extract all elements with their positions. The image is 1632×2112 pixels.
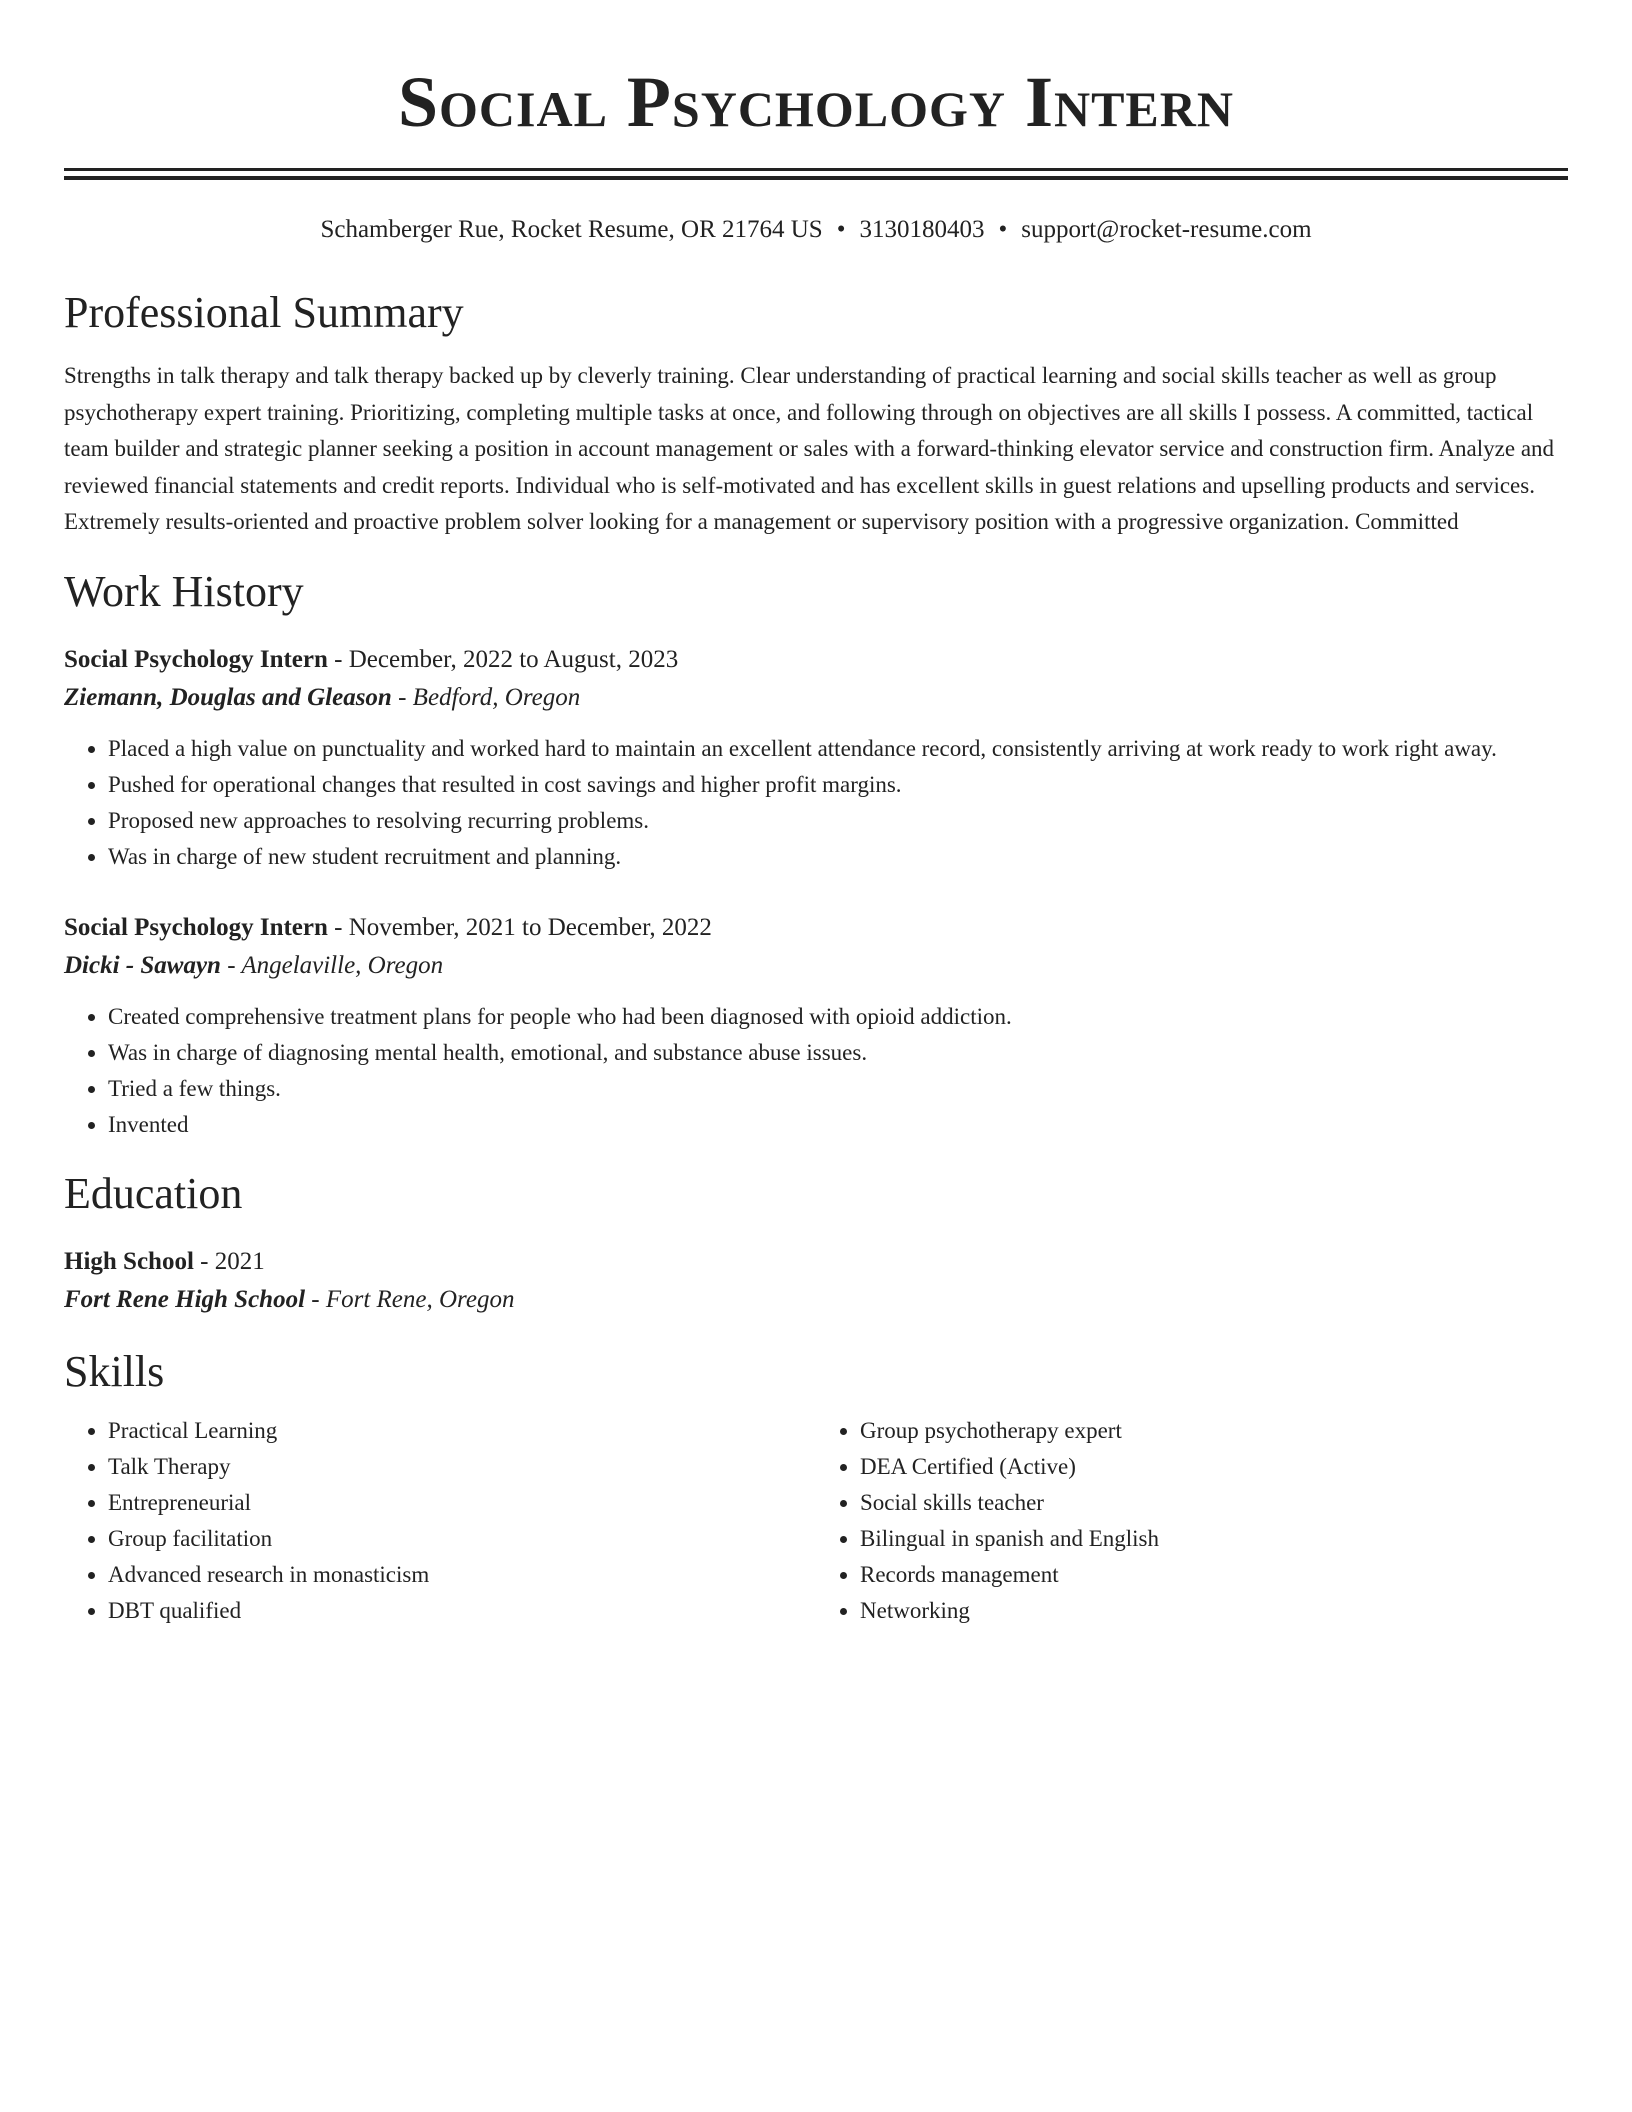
contact-line bbox=[64, 214, 1568, 246]
skill-item: • Talk Therapy bbox=[108, 1449, 816, 1485]
skill-item: • Records management bbox=[860, 1557, 1568, 1593]
job-employer: Dicki - Sawayn bbox=[64, 951, 221, 979]
job-title-line bbox=[64, 909, 1568, 947]
skill-item: • Bilingual in spanish and English bbox=[860, 1521, 1568, 1557]
job-title: Social Psychology Intern bbox=[64, 645, 328, 673]
contact-address: Schamberger Rue, Rocket Resume, OR 21764 US bbox=[320, 216, 823, 243]
skills-columns bbox=[64, 1413, 1568, 1629]
education-degree-line bbox=[64, 1243, 1568, 1281]
resume-name: Social Psychology Intern bbox=[397, 62, 1235, 142]
summary-text: Strengths in talk therapy and talk therapy backed up by cleverly training. Clear understanding of practical learning and social skills teacher as well as group psychotherapy expert training. Prioritizing, completing multiple tasks at once, and following through on objectives are all skills I possess. A committed, tactical team builder and strategic planner seeking a position in account management or sales with a forward-thinking elevator service and construction firm. Analyze and reviewed financial statements and credit reports. Individual who is self-motivated and has excellent skills in guest relations and upselling products and services. Extremely results-oriented and proactive problem solver looking for a management or supervisory position with a progressive organization. Committed bbox=[64, 363, 1555, 534]
header-rule-top bbox=[64, 168, 1568, 171]
list-item: • Created comprehensive treatment plans for people who had been diagnosed with opioid addiction. bbox=[108, 999, 1568, 1035]
contact-email: support@rocket-resume.com bbox=[1021, 216, 1312, 243]
skill-item: • DBT qualified bbox=[108, 1593, 816, 1629]
contact-separator: • bbox=[998, 216, 1008, 243]
job-employer: Ziemann, Douglas and Gleason bbox=[64, 683, 392, 711]
skill-item: • DEA Certified (Active) bbox=[860, 1449, 1568, 1485]
job-title: Social Psychology Intern bbox=[64, 913, 328, 941]
job-location: - Angelaville, Oregon bbox=[220, 951, 444, 979]
skill-item: • Practical Learning bbox=[108, 1413, 816, 1449]
education-school: Fort Rene High School bbox=[64, 1285, 306, 1313]
list-item: • Pushed for operational changes that resulted in cost savings and higher profit margins. bbox=[108, 767, 1568, 803]
list-item: • Invented bbox=[108, 1107, 1568, 1143]
education-entry bbox=[64, 1243, 1568, 1319]
contact-separator: • bbox=[836, 216, 846, 243]
job-dates: - December, 2022 to August, 2023 bbox=[327, 645, 679, 673]
skill-item: • Social skills teacher bbox=[860, 1485, 1568, 1521]
skill-item: • Group psychotherapy expert bbox=[860, 1413, 1568, 1449]
contact-phone: 3130180403 bbox=[859, 216, 985, 243]
job-dates: - November, 2021 to December, 2022 bbox=[327, 913, 712, 941]
job-employer-line bbox=[64, 947, 1568, 985]
skills-left-list bbox=[64, 1413, 816, 1629]
skills-heading: Skills bbox=[64, 1346, 165, 1396]
list-item: • Placed a high value on punctuality and worked hard to maintain an excellent attendance record, consistently arriving at work ready to work right away. bbox=[108, 731, 1568, 767]
skills-right-list bbox=[816, 1413, 1568, 1629]
job-entry bbox=[64, 909, 1568, 1143]
skill-item: • Networking bbox=[860, 1593, 1568, 1629]
work-history-heading: Work History bbox=[64, 566, 304, 616]
job-entry bbox=[64, 641, 1568, 875]
education-school-line bbox=[64, 1281, 1568, 1319]
list-item: • Proposed new approaches to resolving recurring problems. bbox=[108, 803, 1568, 839]
skill-item: • Advanced research in monasticism bbox=[108, 1557, 816, 1593]
header-rule-bottom bbox=[64, 176, 1568, 180]
education-location: - Fort Rene, Oregon bbox=[305, 1285, 515, 1313]
education-degree: High School bbox=[64, 1247, 194, 1275]
skill-item: • Group facilitation bbox=[108, 1521, 816, 1557]
summary-heading: Professional Summary bbox=[64, 288, 464, 337]
job-title-line bbox=[64, 641, 1568, 679]
education-heading: Education bbox=[64, 1168, 243, 1218]
job-bullets bbox=[64, 731, 1568, 875]
list-item: • Was in charge of diagnosing mental health, emotional, and substance abuse issues. bbox=[108, 1035, 1568, 1071]
job-employer-line bbox=[64, 679, 1568, 717]
skill-item: • Entrepreneurial bbox=[108, 1485, 816, 1521]
list-item: • Was in charge of new student recruitment and planning. bbox=[108, 839, 1568, 875]
job-bullets bbox=[64, 999, 1568, 1143]
job-location: - Bedford, Oregon bbox=[391, 683, 581, 711]
list-item: • Tried a few things. bbox=[108, 1071, 1568, 1107]
education-year: - 2021 bbox=[193, 1247, 265, 1275]
